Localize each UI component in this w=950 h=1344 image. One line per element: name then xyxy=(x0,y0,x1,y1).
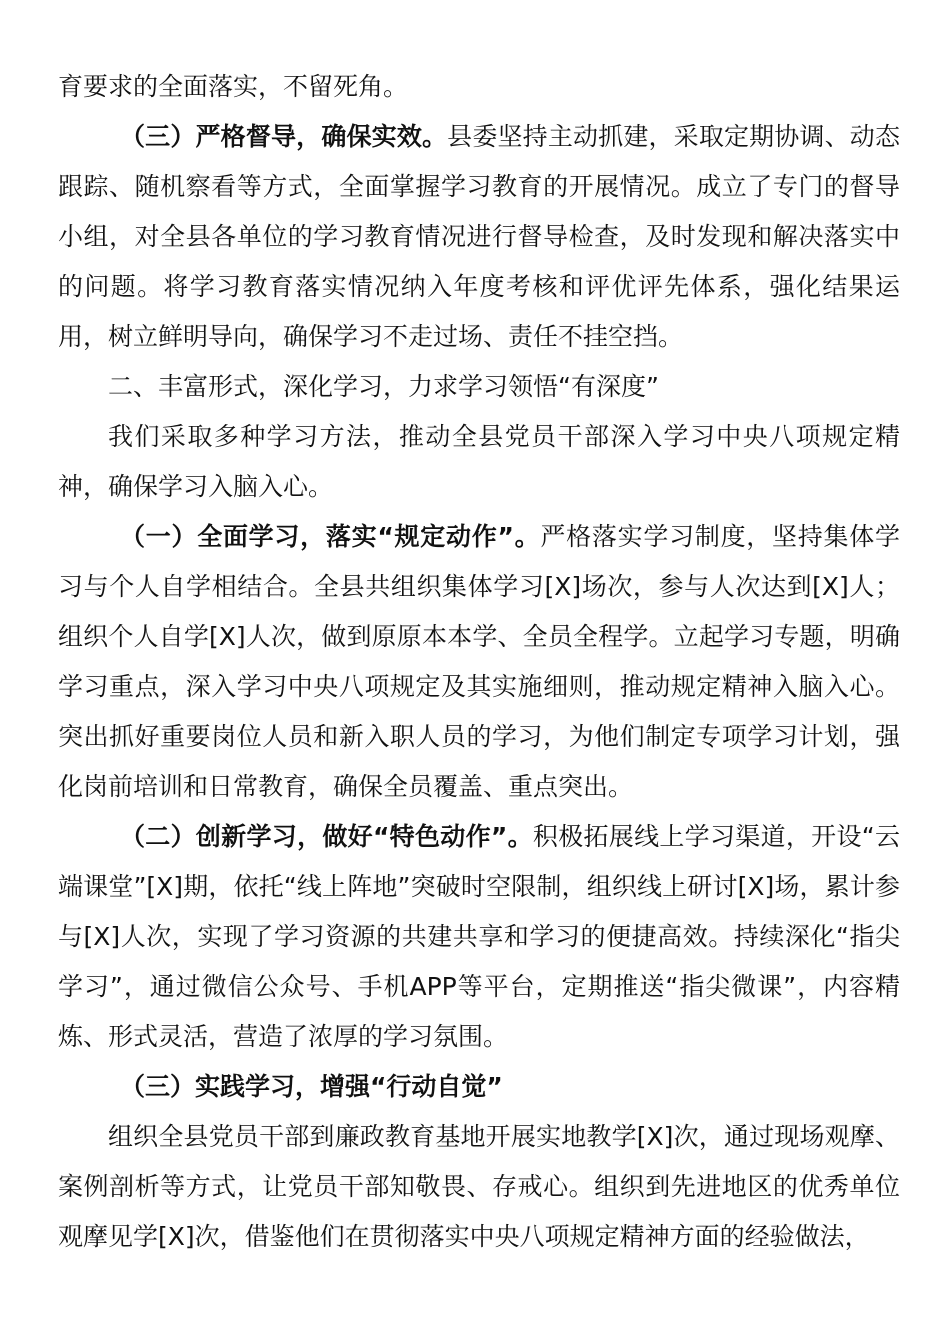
paragraph-text: 组织全县党员干部到廉政教育基地开展实地教学[X]次，通过现场观摩、案例剖析等方式，让党员干部知敬畏、存戒心。组织到先进地区的优秀单位观摩见学[X]次，借鉴他们在贯彻落实中央八项规定精神方面的经验做法， xyxy=(58,1122,900,1251)
paragraph-heading: （三）严格督导，确保实效。 xyxy=(120,122,448,151)
document-page xyxy=(58,62,900,1262)
paragraph-practice-study xyxy=(58,1112,900,1262)
paragraph-heading: （一）全面学习，落实“规定动作”。 xyxy=(120,522,541,551)
paragraph-intro xyxy=(58,412,900,512)
paragraph-supervision xyxy=(58,112,900,362)
paragraph-text: 严格落实学习制度，坚持集体学习与个人自学相结合。全县共组织集体学习[X]场次，参与人次达到[X]人；组织个人自学[X]人次，做到原原本本学、全员全程学。立起学习专题，明确学习重点，深入学习中央八项规定及其实施细则，推动规定精神入脑入心。突出抓好重要岗位人员和新入职人员的学习，为他们制定专项学习计划，强化岗前培训和日常教育，确保全员覆盖、重点突出。 xyxy=(58,522,900,801)
paragraph-comprehensive-study xyxy=(58,512,900,812)
section-heading-text: 二、丰富形式，深化学习，力求学习领悟“有深度” xyxy=(108,372,659,401)
paragraph-practice-heading xyxy=(58,1062,900,1112)
section-heading-two xyxy=(58,362,900,412)
paragraph-heading: （二）创新学习，做好“特色动作”。 xyxy=(120,822,533,851)
paragraph-text: 县委坚持主动抓建，采取定期协调、动态跟踪、随机察看等方式，全面掌握学习教育的开展情况。成立了专门的督导小组，对全县各单位的学习教育情况进行督导检查，及时发现和解决落实中的问题。将学习教育落实情况纳入年度考核和评优评先体系，强化结果运用，树立鲜明导向，确保学习不走过场、责任不挂空挡。 xyxy=(58,122,900,351)
paragraph-continuation xyxy=(58,62,900,112)
paragraph-innovative-study xyxy=(58,812,900,1062)
paragraph-text: 我们采取多种学习方法，推动全县党员干部深入学习中央八项规定精神，确保学习入脑入心。 xyxy=(58,422,900,501)
paragraph-heading: （三）实践学习，增强“行动自觉” xyxy=(120,1072,503,1101)
paragraph-text: 育要求的全面落实，不留死角。 xyxy=(58,72,409,101)
paragraph-text: 积极拓展线上学习渠道，开设“云端课堂”[X]期，依托“线上阵地”突破时空限制，组织线上研讨[X]场，累计参与[X]人次，实现了学习资源的共建共享和学习的便捷高效。持续深化“指尖学习”，通过微信公众号、手机APP等平台，定期推送“指尖微课”，内容精炼、形式灵活，营造了浓厚的学习氛围。 xyxy=(58,822,901,1051)
